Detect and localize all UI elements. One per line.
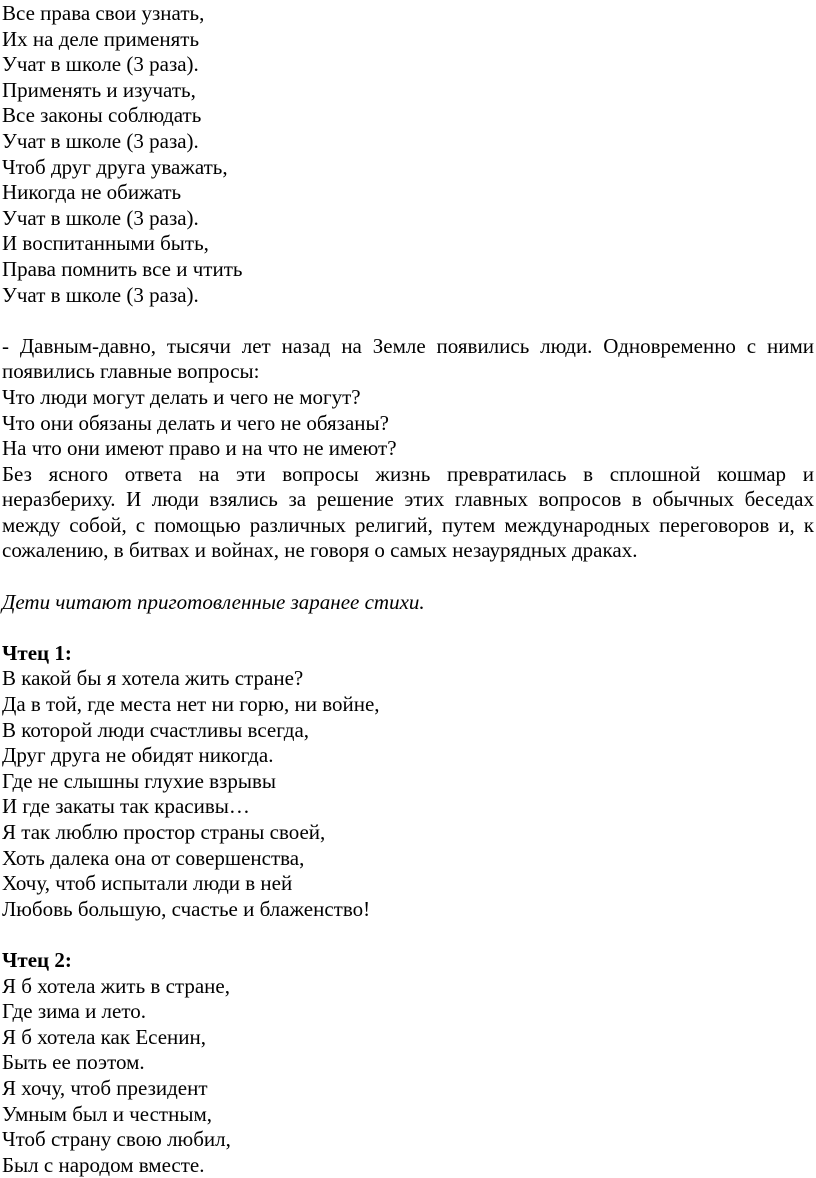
narration-line: между собой, с помощью различных религий, путем международных переговоров и, к [2,512,814,537]
reader2-poem-line: Был с народом вместе. [2,1152,205,1177]
reader2-poem-line: Где зима и лето. [2,999,147,1024]
document-page [2,1,814,1178]
question-line: Что люди могут делать и чего не могут? [2,384,361,409]
reader2-poem-line: Умным был и честным, [2,1101,212,1126]
stage-direction: Дети читают приготовленные заранее стихи. [2,589,425,614]
reader1-heading: Чтец 1: [2,640,72,665]
reader2-heading: Чтец 2: [2,947,72,972]
poem-line: Учат в школе (3 раза). [2,128,199,153]
blank-line [2,615,814,641]
narration [2,334,814,564]
narration-line: Без ясного ответа на эти вопросы жизнь превратилась в сплошной кошмар и [2,461,814,486]
poem-line: Все права свои узнать, [2,1,205,25]
blank-line [2,564,814,590]
narration-line: сожалению, в битвах и войнах, не говоря о самых незаурядных драках. [2,538,638,563]
reader1-poem-line: Где не слышны глухие взрывы [2,768,276,793]
intro-poem [2,1,814,308]
question-line: На что они имеют право и на что не имеют? [2,436,397,461]
question-line: Что они обязаны делать и чего не обязаны? [2,410,389,435]
blank-line [2,308,814,334]
reader1-poem-line: В которой люди счастливы всегда, [2,717,310,742]
poem-line: Применять и изучать, [2,77,196,102]
reader2-poem-line: Чтоб страну свою любил, [2,1127,231,1152]
reader1-poem-line: Да в той, где места нет ни горю, ни войне, [2,692,380,717]
poem-line: Учат в школе (3 раза). [2,282,199,307]
reader1-section [2,641,814,923]
poem-line: Учат в школе (3 раза). [2,52,199,77]
reader2-poem-line: Я хочу, чтоб президент [2,1075,208,1100]
poem-line: Учат в школе (3 раза). [2,205,199,230]
reader1-poem-line: Любовь большую, счастье и блаженство! [2,896,371,921]
reader2-poem-line: Быть ее поэтом. [2,1050,145,1075]
reader2-poem-line: Я б хотела как Есенин, [2,1024,207,1049]
poem-line: Чтоб друг друга уважать, [2,154,228,179]
narration-line: - Давным-давно, тысячи лет назад на Земле появились люди. Одновременно с ними [2,333,814,358]
narration-line: неразбериху. И люди взялись за решение этих главных вопросов в обычных беседах [2,487,814,512]
reader1-poem-line: Хочу, чтоб испытали люди в ней [2,871,293,896]
narration-line: появились главные вопросы: [2,359,260,384]
poem-line: Права помнить все и чтить [2,256,243,281]
reader1-poem-line: Хоть далека она от совершенства, [2,845,305,870]
poem-line: Их на деле применять [2,26,200,51]
poem-line: И воспитанными быть, [2,231,209,256]
reader1-poem-line: Друг друга не обидят никогда. [2,743,274,768]
blank-line [2,922,814,948]
reader2-section [2,948,814,1178]
poem-line: Никогда не обижать [2,180,182,205]
reader1-poem-line: В какой бы я хотела жить стране? [2,666,304,691]
reader1-poem-line: И где закаты так красивы… [2,794,250,819]
reader2-poem-line: Я б хотела жить в стране, [2,973,230,998]
poem-line: Все законы соблюдать [2,103,202,128]
reader1-poem-line: Я так люблю простор страны своей, [2,820,326,844]
